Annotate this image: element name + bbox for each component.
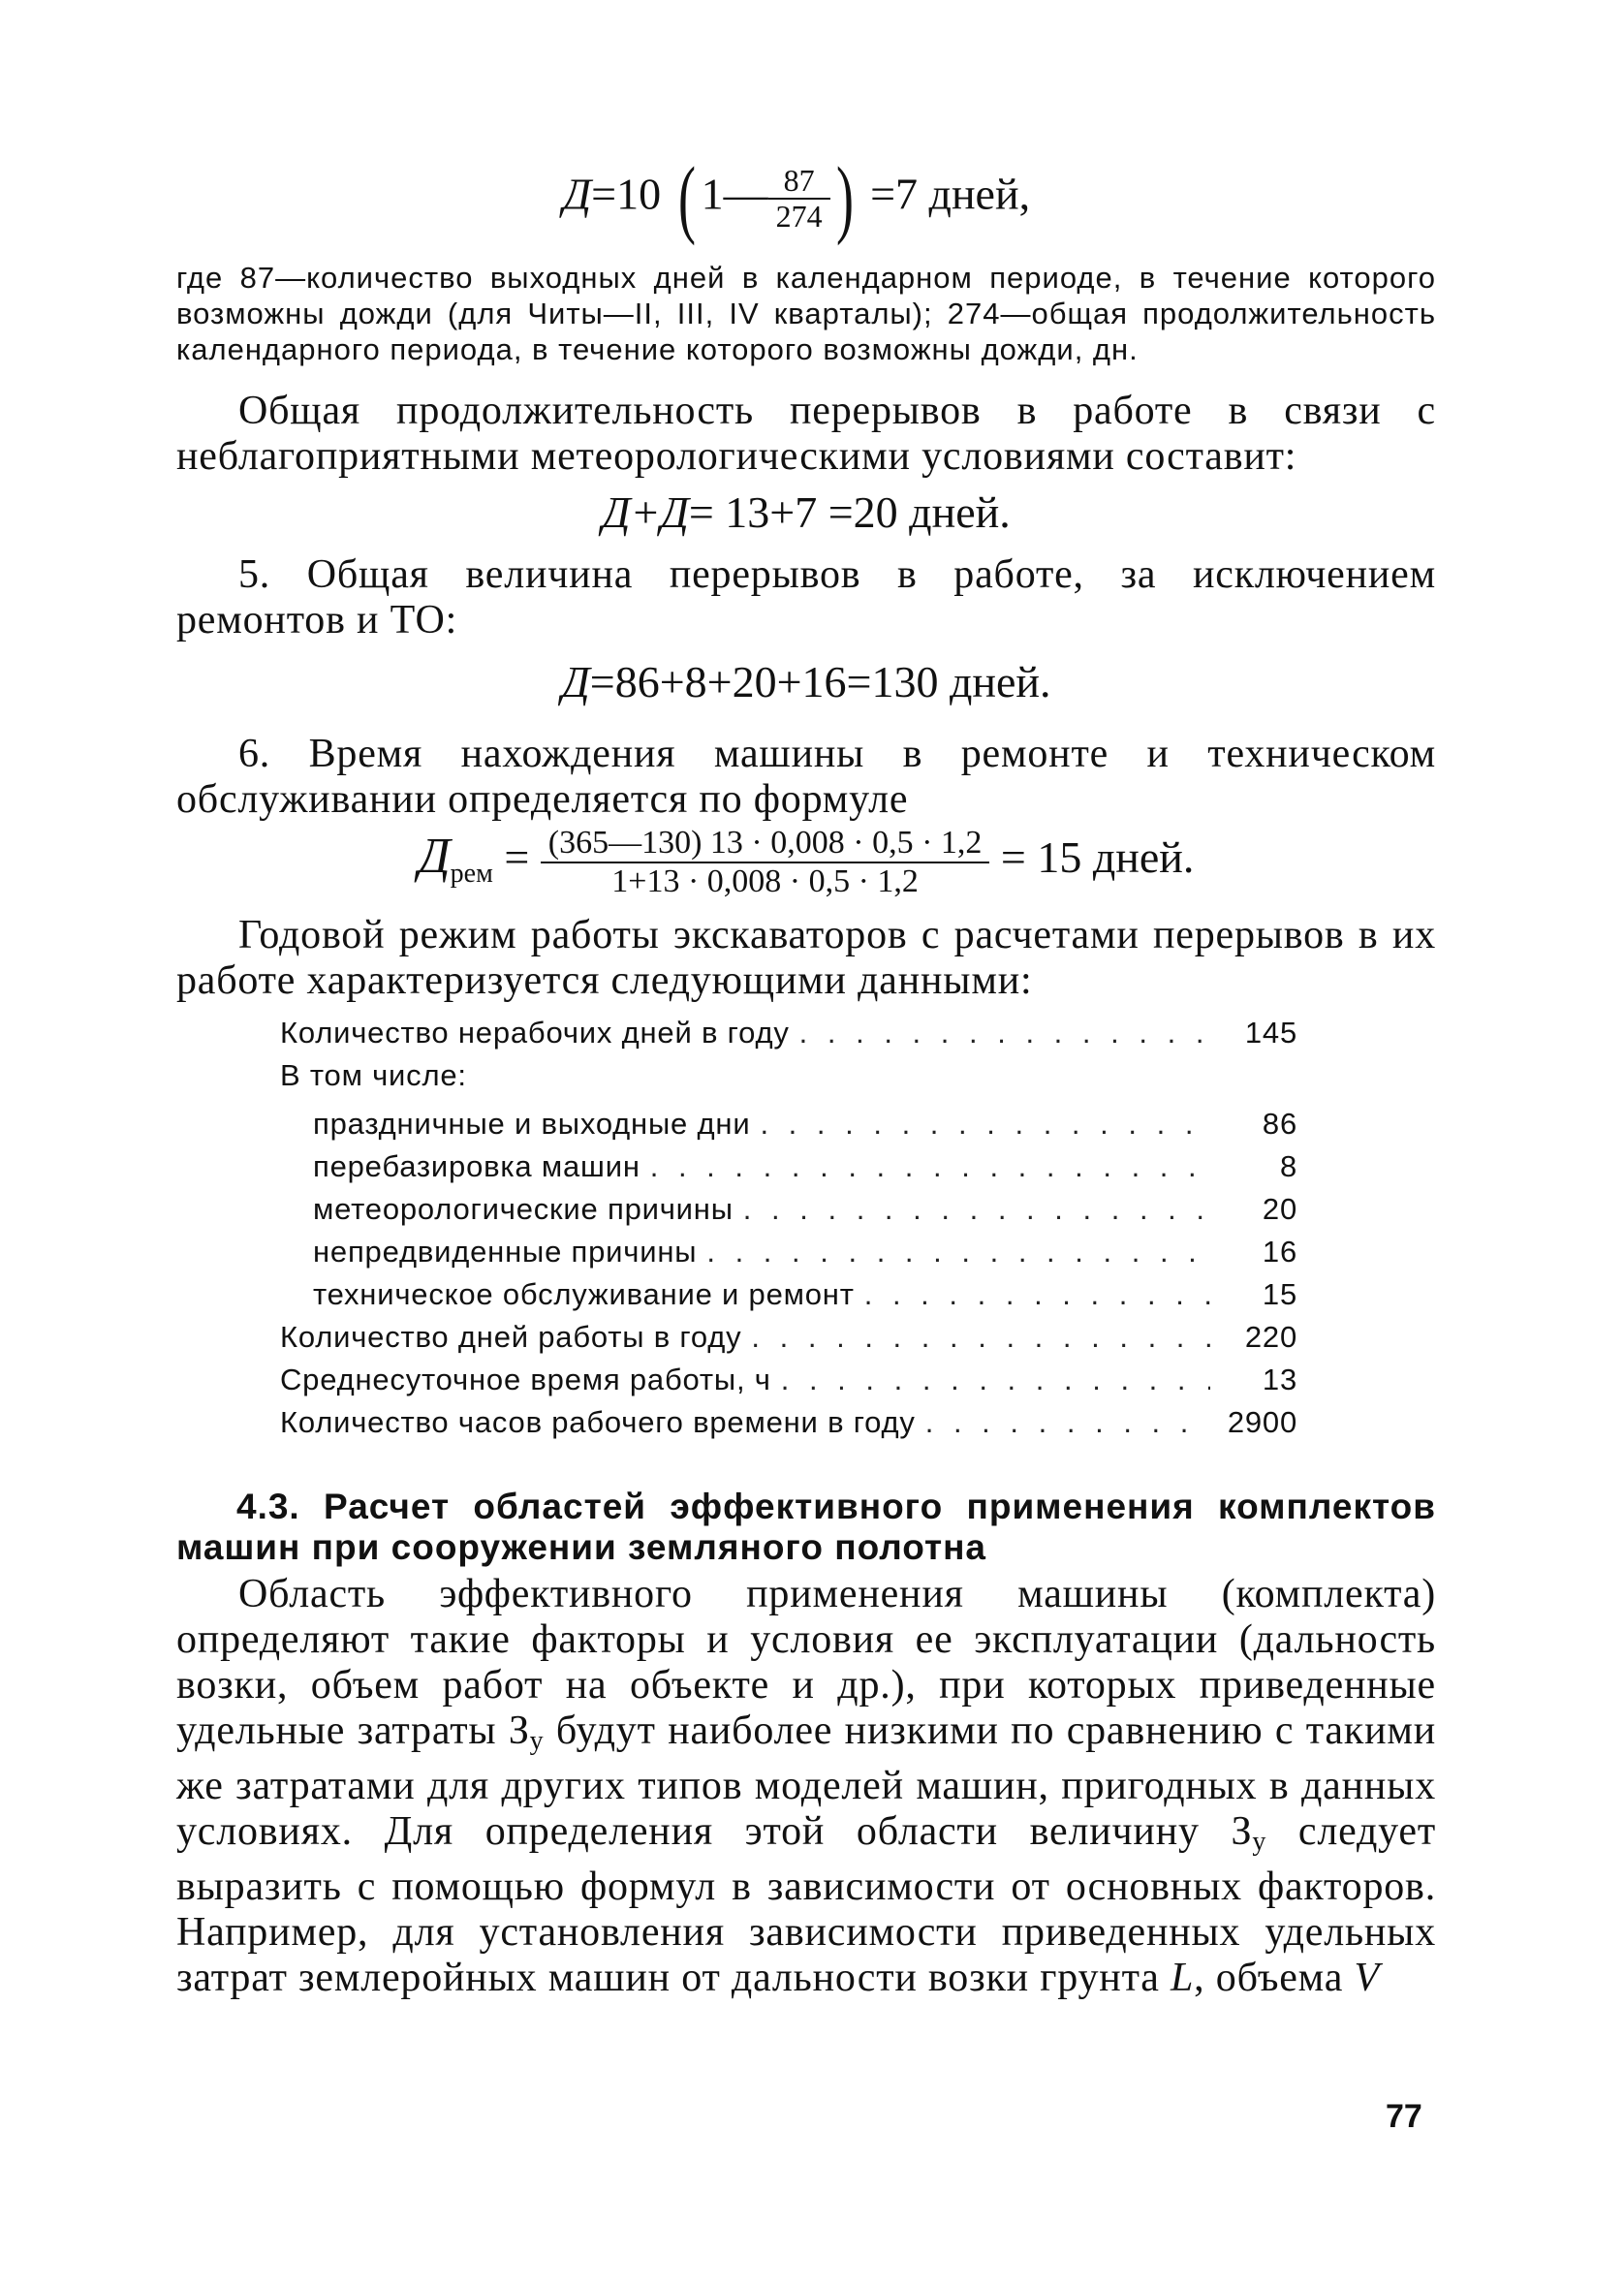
formula-eq: = <box>504 832 530 883</box>
table-row <box>280 1058 1297 1107</box>
table-row <box>280 1107 1297 1149</box>
paragraph-text: , объема <box>1194 1956 1355 2001</box>
fraction-denominator: 1+13 · 0,008 · 0,5 · 1,2 <box>611 862 919 899</box>
work-mode-table <box>280 1016 1297 1448</box>
formula-note: где 87—количество выходных дней в календарном периоде, в течение которого возможны дожди (для Читы—II, III, IV кварталы); 274—общая продолжительность календарного периода, в течение которого возможны дожди, дн. <box>176 261 1436 366</box>
formula-result: = 15 дней. <box>1000 832 1195 883</box>
table-row <box>280 1016 1297 1058</box>
formula-result: =7 дней, <box>870 169 1031 219</box>
leader-dots <box>640 1149 1210 1184</box>
paragraph-text: следует выразить с помощью формул в зависимости от основных факторов. Например, для установления зависимости приведенных удельных затрат землеройных машин от дальности возки грунта <box>176 1809 1437 2001</box>
leader-dots <box>734 1192 1210 1227</box>
fraction-denominator: 274 <box>775 199 823 234</box>
formula-repair-days <box>176 825 1436 899</box>
leader-dots <box>790 1016 1210 1050</box>
table-row <box>280 1149 1297 1192</box>
right-paren: ) <box>835 150 854 246</box>
section-heading: 4.3. Расчет областей эффективного применения комплектов машин при сооружении земляного полотна <box>176 1487 1436 1568</box>
row-value: 16 <box>1262 1235 1297 1269</box>
fraction <box>541 825 990 899</box>
paragraph-breaks-total: Общая продолжительность перерывов в работе в связи с неблагоприятными метеорологическими условиями составит: <box>176 389 1436 479</box>
paragraph-item-6: 6. Время нахождения машины в ремонте и техническом обслуживании определяется по формуле <box>176 732 1436 823</box>
row-value: 8 <box>1279 1149 1297 1184</box>
table-row <box>280 1363 1297 1405</box>
left-paren: ( <box>677 150 696 246</box>
row-label: перебазировка машин <box>313 1149 640 1184</box>
leader-dots <box>855 1277 1210 1312</box>
fraction <box>768 164 830 234</box>
formula-rhs: =86+8+20+16=130 дней. <box>589 657 1051 707</box>
row-label: В том числе: <box>280 1058 467 1093</box>
formula-subscript: рем <box>450 859 493 890</box>
paragraph-annual-mode: Годовой режим работы экскаваторов с расчетами перерывов в их работе характеризуется следующими данными: <box>176 913 1436 1004</box>
variable-V: V <box>1354 1956 1380 2001</box>
row-label: Количество нерабочих дней в году <box>280 1016 790 1050</box>
formula-eq: =10 <box>591 169 662 219</box>
table-row <box>280 1320 1297 1363</box>
paragraph-text: Область эффективного применения машины (комплекта) определяют такие факторы и условия ее эксплуатации (дальность возки, объем работ на объекте и др.), при которых приведенные удельные затраты З <box>176 1572 1436 1754</box>
formula-lhs: Д+Д <box>602 487 689 537</box>
table-row <box>280 1405 1297 1448</box>
formula-lhs: Д <box>561 657 590 707</box>
formula-rhs: = 13+7 =20 дней. <box>688 487 1011 537</box>
row-label: праздничные и выходные дни <box>313 1107 751 1142</box>
page-number: 77 <box>1386 2098 1422 2135</box>
row-label: непредвиденные причины <box>313 1235 698 1269</box>
fraction-numerator: 87 <box>768 164 830 200</box>
paragraph-effective-area <box>176 1572 1436 2001</box>
row-value: 15 <box>1262 1277 1297 1312</box>
row-label: Количество дней работы в году <box>280 1320 742 1355</box>
table-row <box>280 1192 1297 1235</box>
row-label: Среднесуточное время работы, ч <box>280 1363 771 1397</box>
paragraph-text: будут наиболее низкими по сравнению с такими же затратами для других типов моделей машин, пригодных в данных условиях. Для определения этой области величину З <box>176 1708 1437 1855</box>
row-label: метеорологические причины <box>313 1192 734 1227</box>
row-label: техническое обслуживание и ремонт <box>313 1277 855 1312</box>
formula-total-breaks <box>176 655 1436 708</box>
table-row <box>280 1277 1297 1320</box>
table-row <box>280 1235 1297 1277</box>
formula-lhs: Д <box>418 829 451 885</box>
document-page <box>176 150 1437 2001</box>
subscript: у <box>529 1726 545 1757</box>
formula-rain-days <box>157 150 1436 246</box>
row-value: 145 <box>1244 1016 1297 1050</box>
paragraph-item-5: 5. Общая величина перерывов в работе, за исключением ремонтов и ТО: <box>176 552 1436 643</box>
leader-dots <box>771 1363 1210 1397</box>
row-value: 2900 <box>1227 1405 1297 1440</box>
leader-dots <box>916 1405 1210 1440</box>
formula-lhs: Д <box>562 169 592 219</box>
row-value: 220 <box>1244 1320 1297 1355</box>
formula-weather-sum <box>176 486 1436 539</box>
leader-dots <box>741 1320 1210 1355</box>
subscript: у <box>1252 1827 1267 1858</box>
formula-one-minus: 1— <box>701 169 768 219</box>
leader-dots <box>697 1235 1210 1269</box>
row-value: 20 <box>1262 1192 1297 1227</box>
variable-L: L <box>1171 1956 1195 2001</box>
row-value: 13 <box>1262 1363 1297 1397</box>
row-label: Количество часов рабочего времени в году <box>280 1405 916 1440</box>
fraction-numerator: (365—130) 13 · 0,008 · 0,5 · 1,2 <box>541 825 990 862</box>
leader-dots <box>750 1107 1210 1142</box>
row-value: 86 <box>1262 1107 1297 1142</box>
